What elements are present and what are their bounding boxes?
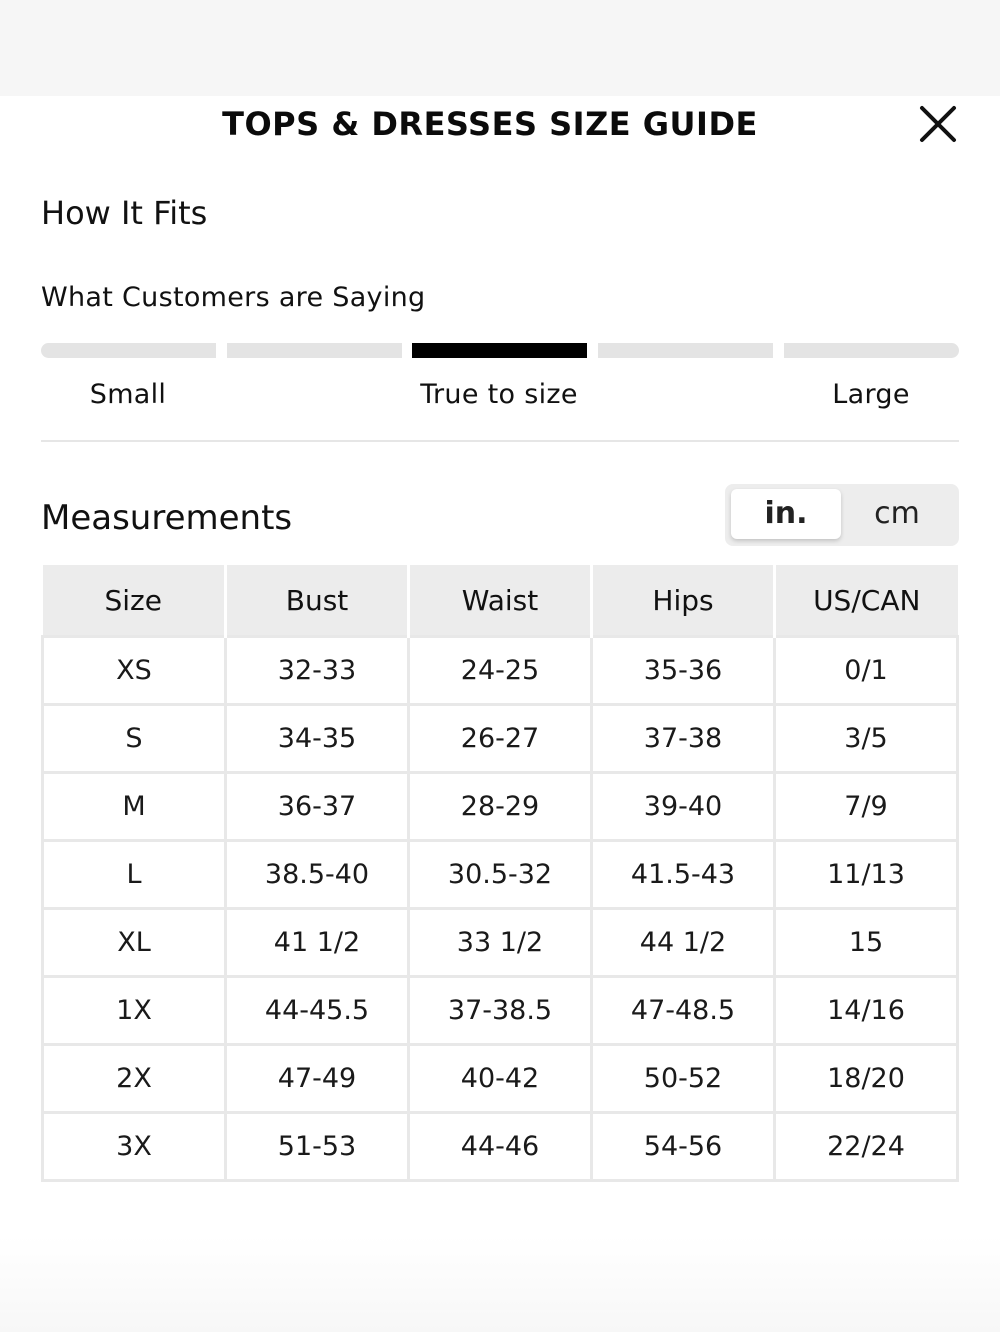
table-row	[43, 909, 958, 977]
cell-hips: 54-56	[592, 1113, 775, 1181]
cell-us-can: 18/20	[775, 1045, 958, 1113]
backdrop-bottom	[0, 1236, 1000, 1332]
fit-label-small: Small	[89, 379, 167, 410]
close-icon	[912, 100, 962, 148]
cell-size: S	[43, 705, 226, 773]
cell-waist: 30.5-32	[409, 841, 592, 909]
close-button[interactable]	[912, 100, 962, 148]
cell-hips: 47-48.5	[592, 977, 775, 1045]
unit-option-inches[interactable]: in.	[731, 489, 841, 539]
cell-waist: 26-27	[409, 705, 592, 773]
cell-hips: 50-52	[592, 1045, 775, 1113]
table-row	[43, 705, 958, 773]
column-header-bust: Bust	[226, 565, 409, 637]
fit-segment-5	[784, 343, 959, 358]
cell-us-can: 15	[775, 909, 958, 977]
cell-waist: 28-29	[409, 773, 592, 841]
cell-us-can: 11/13	[775, 841, 958, 909]
cell-hips: 37-38	[592, 705, 775, 773]
cell-hips: 44 1/2	[592, 909, 775, 977]
cell-bust: 44-45.5	[226, 977, 409, 1045]
column-header-hips: Hips	[592, 565, 775, 637]
cell-waist: 44-46	[409, 1113, 592, 1181]
cell-size: 2X	[43, 1045, 226, 1113]
unit-option-centimeters[interactable]: cm	[874, 496, 920, 531]
cell-waist: 24-25	[409, 637, 592, 705]
cell-hips: 39-40	[592, 773, 775, 841]
cell-bust: 51-53	[226, 1113, 409, 1181]
table-row	[43, 1045, 958, 1113]
how-it-fits-heading: How It Fits	[41, 194, 208, 232]
fit-segment-1	[41, 343, 216, 358]
fit-rating-bar	[41, 343, 959, 359]
cell-size: 1X	[43, 977, 226, 1045]
column-header-us-can: US/CAN	[775, 565, 958, 637]
cell-us-can: 3/5	[775, 705, 958, 773]
table-row	[43, 977, 958, 1045]
fit-segment-4	[598, 343, 773, 358]
cell-bust: 34-35	[226, 705, 409, 773]
cell-bust: 41 1/2	[226, 909, 409, 977]
table-row	[43, 1113, 958, 1181]
cell-waist: 33 1/2	[409, 909, 592, 977]
cell-hips: 41.5-43	[592, 841, 775, 909]
column-header-size: Size	[43, 565, 226, 637]
measurements-heading: Measurements	[41, 498, 293, 538]
cell-size: L	[43, 841, 226, 909]
cell-us-can: 7/9	[775, 773, 958, 841]
fit-segment-3	[412, 343, 587, 358]
fit-segment-2	[227, 343, 402, 358]
page-title: TOPS & DRESSES SIZE GUIDE	[222, 105, 758, 143]
cell-bust: 47-49	[226, 1045, 409, 1113]
cell-waist: 37-38.5	[409, 977, 592, 1045]
table-row	[43, 841, 958, 909]
table-header-row	[43, 565, 958, 637]
cell-size: XL	[43, 909, 226, 977]
cell-us-can: 14/16	[775, 977, 958, 1045]
cell-hips: 35-36	[592, 637, 775, 705]
cell-size: XS	[43, 637, 226, 705]
cell-us-can: 22/24	[775, 1113, 958, 1181]
fit-label-true-to-size: True to size	[420, 379, 578, 410]
size-chart-table	[41, 565, 959, 1182]
cell-bust: 32-33	[226, 637, 409, 705]
fit-label-large: Large	[832, 379, 910, 410]
cell-us-can: 0/1	[775, 637, 958, 705]
cell-bust: 38.5-40	[226, 841, 409, 909]
section-divider	[41, 440, 959, 442]
column-header-waist: Waist	[409, 565, 592, 637]
cell-size: 3X	[43, 1113, 226, 1181]
cell-waist: 40-42	[409, 1045, 592, 1113]
backdrop-top	[0, 0, 1000, 96]
table-row	[43, 637, 958, 705]
table-row	[43, 773, 958, 841]
unit-toggle	[725, 484, 959, 546]
cell-bust: 36-37	[226, 773, 409, 841]
cell-size: M	[43, 773, 226, 841]
customers-saying-subheading: What Customers are Saying	[41, 282, 426, 313]
